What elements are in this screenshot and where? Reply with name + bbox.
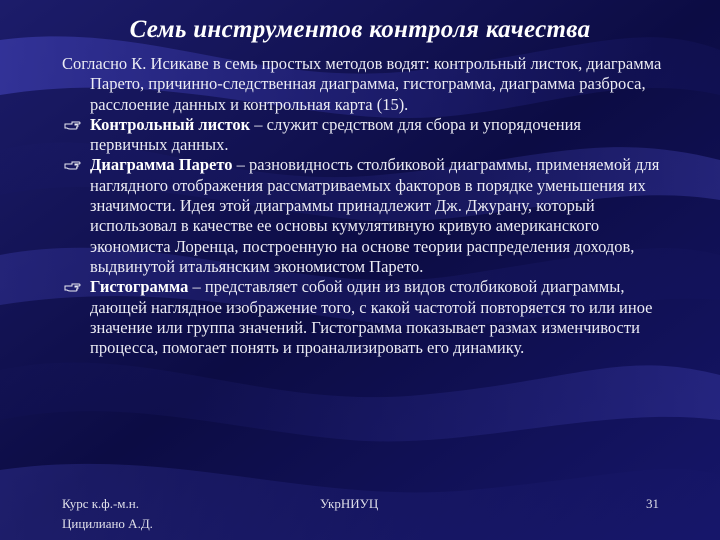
footer-author xyxy=(62,494,153,534)
slide-title: Семь инструментов контроля качества xyxy=(129,16,591,43)
intro-paragraph: Согласно К. Исикаве в семь простых методов водят: контрольный листок, диаграмма Парето, причинно-следственная диаграмма, гистограмма, диаграмма разброса, расслоение данных и контрольная карта (15). xyxy=(62,54,662,114)
page-number: 31 xyxy=(646,496,659,511)
text-pareto: – разновидность столбиковой диаграммы, применяемой для наглядного отображения рассматриваемых факторов в порядке уменьшения их значимости. Идея этой диаграммы принадлежит Дж. Джурану, который использовал в качестве ее основы кумулятивную кривую американского экономиста Лоренца, построенную на основе теории распределения доходов, выдвинутой итальянским экономистом Парето. xyxy=(90,155,660,276)
list-item-pareto xyxy=(62,155,662,277)
term-histogram: Гистограмма xyxy=(90,277,189,297)
footer-author-line1: Курс к.ф.-м.н. xyxy=(62,496,139,511)
list-item-checklist xyxy=(62,115,662,156)
slide-body xyxy=(62,54,662,358)
footer-author-line2: Цицилиано А.Д. xyxy=(62,516,153,531)
term-pareto: Диаграмма Парето xyxy=(90,155,233,175)
footer-organization: УкрНИУЦ xyxy=(320,496,379,511)
pointing-hand-icon xyxy=(64,156,82,174)
pointing-hand-icon xyxy=(64,278,82,296)
text-checklist: – служит средством для сбора и упорядочения первичных данных. xyxy=(90,114,582,155)
term-checklist: Контрольный листок xyxy=(90,114,251,134)
list-item-histogram xyxy=(62,277,662,358)
text-histogram: – представляет собой один из видов столбиковой диаграммы, дающей наглядное изображение того, с какой частотой повторяется то или иное значение или группа значений. Гистограмма показывает размах изменчивости процесса, помогает понять и проанализировать его динамику. xyxy=(90,277,653,358)
pointing-hand-icon xyxy=(64,116,82,134)
